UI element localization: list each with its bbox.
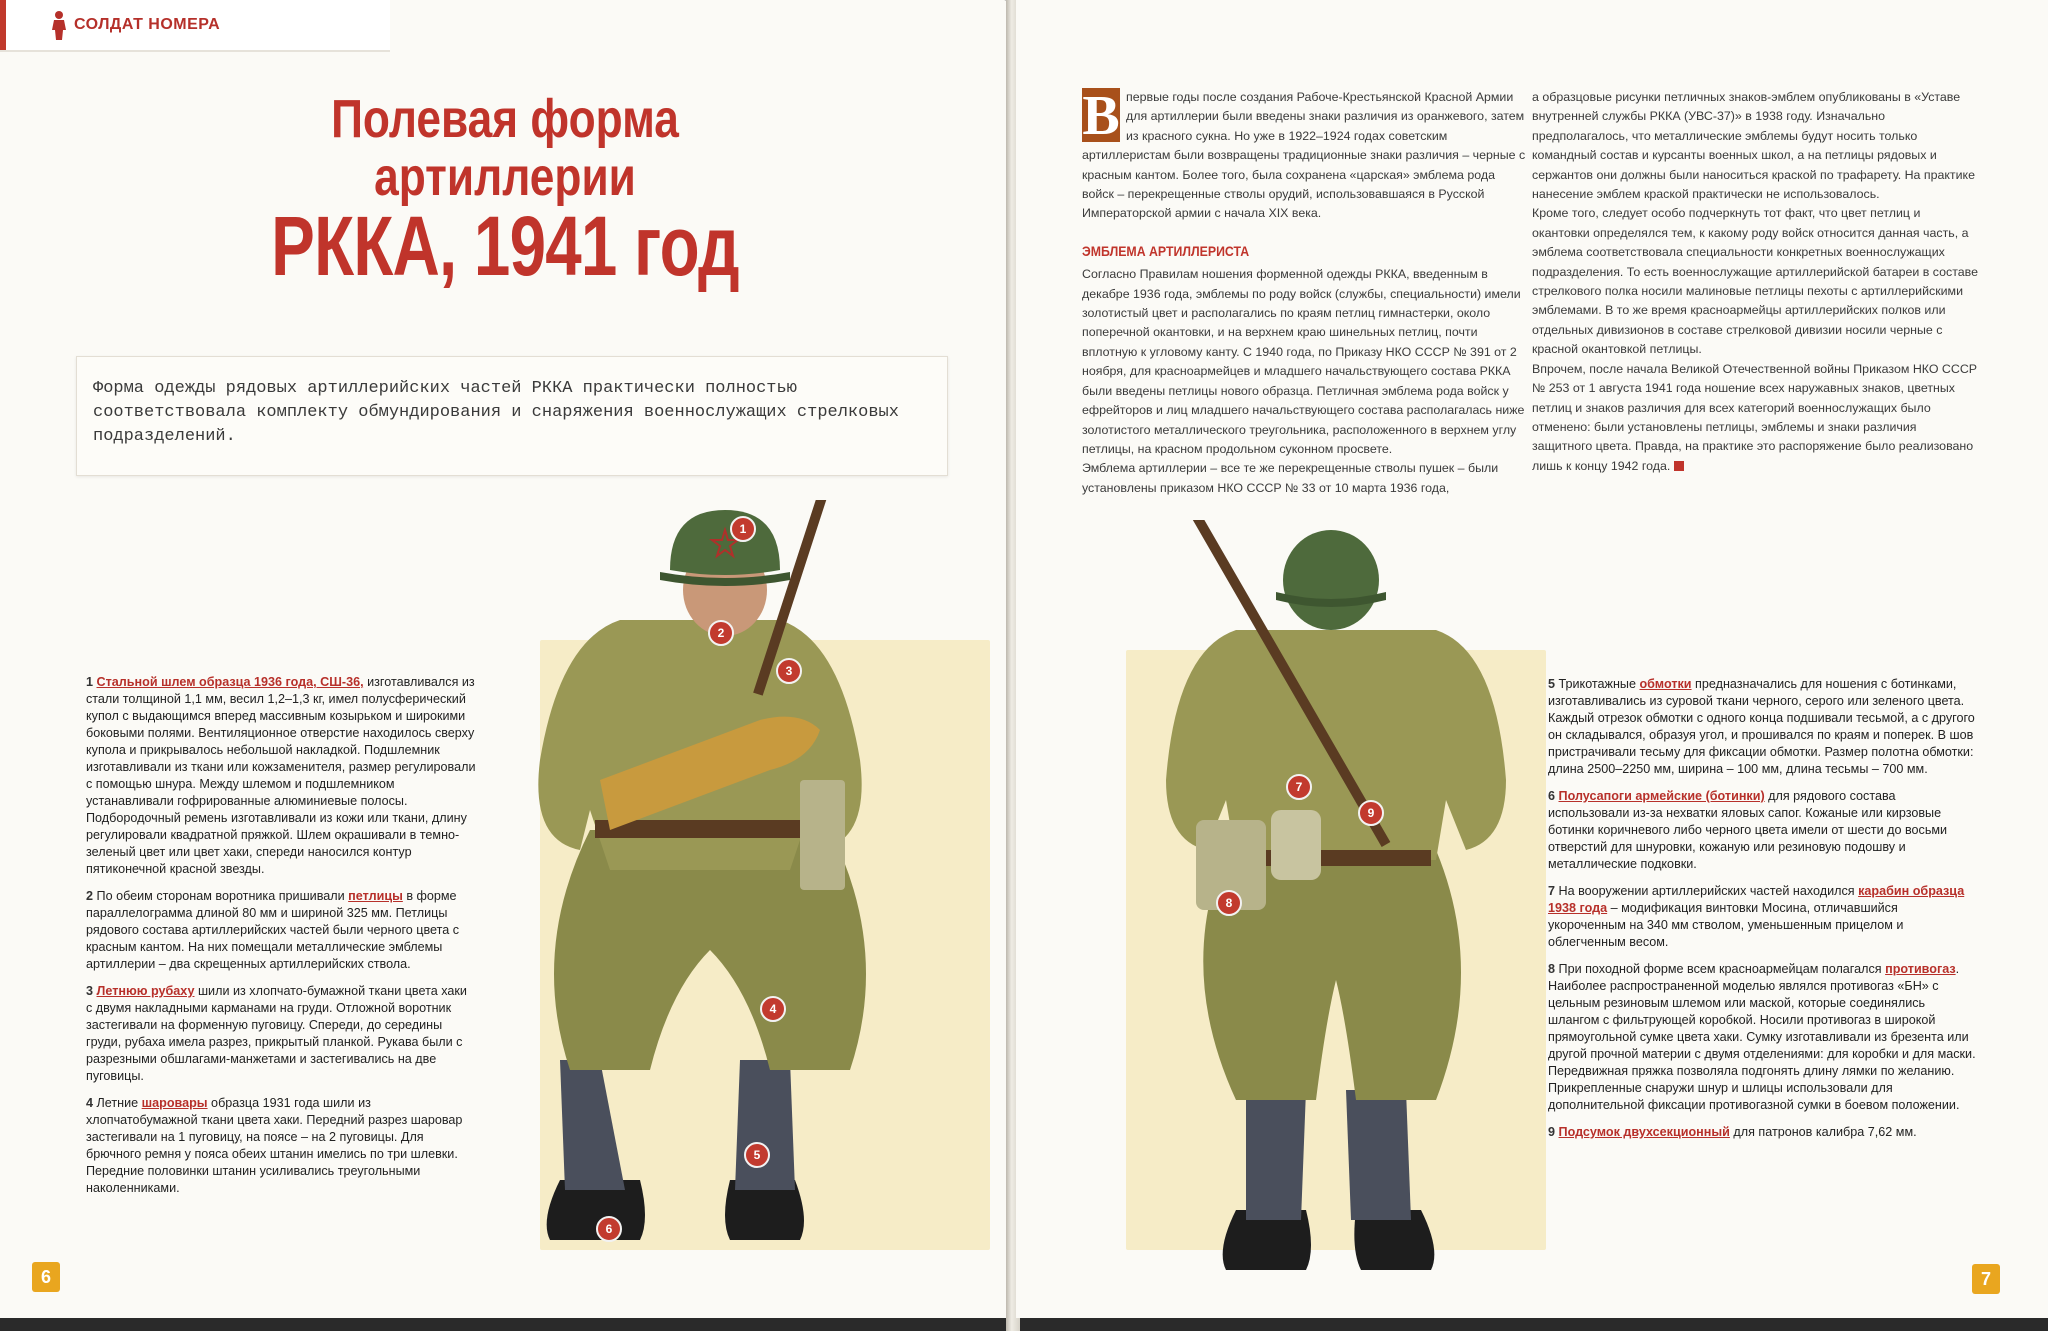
page-number-right: 7 (1972, 1264, 2000, 1294)
title-line-1: Полевая форма (331, 89, 679, 149)
left-captions (86, 674, 476, 1207)
article-column-2 (1532, 88, 1980, 476)
caption-3: 3 Летнюю рубаху шили из хлопчато-бумажной ткани цвета хаки с двумя накладными карманами на груди. Отложной воротник застегивали на форменную пуговицу. Спереди, до середины груди, рубаха имела разрез, прикрытый планкой. Рукава были с разрезными обшлагами-манжетами и застегивались на две пуговицы. (86, 984, 467, 1083)
right-page (1016, 0, 2048, 1318)
article-column-1 (1082, 85, 1526, 498)
drop-cap: В (1082, 85, 1120, 147)
article-p4: а образцовые рисунки петличных знаков-эмблем опубликованы в «Уставе внутренней службы РККА (УВС-37)» в 1938 году. Изначально предполагалось, что металлические эмблемы будут носить только командный состав и курсанты военных школ, а на петлицы рядовых и сержантов они должны были наноситься краской по трафарету. На практике нанесение эмблем краской практически не использовалось. (1532, 90, 1975, 202)
marker-2: 2 (708, 620, 734, 646)
rubric-bar (0, 0, 6, 50)
article-p6: Впрочем, после начала Великой Отечественной войны Приказом НКО СССР № 253 от 1 августа 1941 года ношение всех наружавных знаков, цветных петлиц и знаков различия для всех категорий военнослужащих было отменено: были установлены петлицы, эмблемы и знаки различия защитного цвета. Правда, на практике это распоряжение было реализовано лишь к концу 1942 года. (1532, 361, 1978, 473)
rubric-header (0, 0, 390, 52)
article-p5: Кроме того, следует особо подчеркнуть тот факт, что цвет петлиц и окантовки определялся тем, к какому роду войск относится данная часть, а эмблема соответствовала специальности конкретных военнослужащих подразделения. То есть военнослужащие артиллерийской батареи в составе стрелкового полка носили малиновые петлицы пехоты с артиллерийскими эмблемами. В то же время красноармейцы артиллерийских полков или отдельных дивизионов в составе стрелковой дивизии носили черные с красной окантовкой петлицы. (1532, 206, 1978, 357)
soldier-front-illustration (500, 500, 920, 1280)
marker-4: 4 (760, 996, 786, 1022)
marker-6: 6 (596, 1216, 622, 1242)
rubric-label: СОЛДАТ НОМЕРА (74, 16, 221, 33)
intro-text: Форма одежды рядовых артиллерийских частей РККА практически полностью соответствовала комплекту обмундирования и снаряжения военнослужащих стрелковых подразделений. (93, 379, 899, 446)
title-line-3: РККА, 1941 год (271, 199, 739, 293)
page-number-left: 6 (32, 1262, 60, 1292)
right-captions (1548, 676, 1978, 1151)
caption-6: 6 Полусапоги армейские (ботинки) для рядового состава использовали из-за нехватки яловых сапог. Кожаные или кирзовые ботинки коричневого либо черного цвета имели от шести до восьми отверстий для шнуровки, кожаную или резиновую подошву и металлические подковки. (1548, 789, 1948, 871)
article-subhead: ЭМБЛЕМА АРТИЛЛЕРИСТА (1082, 242, 1250, 259)
marker-5: 5 (744, 1142, 770, 1168)
marker-3: 3 (776, 658, 802, 684)
end-square-icon (1674, 461, 1684, 471)
caption-1: 1 Стальной шлем образца 1936 года, СШ-36, изготавливался из стали толщиной 1,1 мм, весил 1,2–1,3 кг, имел полусферический купол с выдающимся вперед массивным козырьком и широкими боковыми полями. Вентиляционное отверстие находилось сверху купола и прикрывалось небольшой накладкой. Подшлемник изготавливали из ткани или кожзаменителя, размер регулировали с помощью шнура. Между шлемом и подшлемником устанавливали гофрированные алюминиевые полосы. Подбородочный ремень изготавливали из кожи или ткани, длину регулировали квадратной пряжкой. Шлем окрашивали в темно-зеленый цвет или цвет хаки, спереди наносился контур пятиконечной красной звезды. (86, 675, 476, 876)
caption-9: 9 Подсумок двухсекционный для патронов калибра 7,62 мм. (1548, 1125, 1917, 1139)
article-p2: Согласно Правилам ношения форменной одежды РККА, введенным в декабре 1936 года, эмблемы по роду войск (службы, специальности) имели золотистый цвет и располагались по краям петлиц гимнастерки, около поперечной окантовки, и на верхнем краю шинельных петлиц, почти вплотную к угловому канту. С 1940 года, по Приказу НКО СССР № 391 от 2 ноября, для красноармейцев и младшего начальствующего состава РККА были введены петлицы нового образца. Петличная эмблема рода войск у ефрейторов и лиц младшего начальствующего состава располагалась ниже золотистого металлического треугольника, расположенного в верхнем углу петлицы, на красном продольном суконном просвете. (1082, 267, 1525, 456)
article-p3: Эмблема артиллерии – все те же перекрещенные стволы пушек – были установлены приказом НКО СССР № 33 от 10 марта 1936 года, (1082, 461, 1499, 495)
marker-9: 9 (1358, 800, 1384, 826)
marker-7: 7 (1286, 774, 1312, 800)
title-line-2: артиллерии (374, 147, 636, 207)
caption-5: 5 Трикотажные обмотки предназначались для ношения с ботинками, изготавливались из суровой ткани черного, серого или зеленого цвета. Каждый отрезок обмотки с одного конца подшивали тесьмой, а с другого он складывался, образуя угол, и прошивался по краям и поперек. В шов пристрачивали тесьму для фиксации обмотки. Размер полотна обмотки: длина 2500–2250 мм, ширина – 100 мм, длина тесьмы – 700 мм. (1548, 677, 1975, 776)
marker-1: 1 (730, 516, 756, 542)
article-p1: первые годы после создания Рабоче-Крестьянской Красной Армии для артиллерии были введены знаки различия из оранжевого, затем из красного сукна. Но уже в 1922–1924 годах советским артиллеристам были возвращены традиционные знаки различия – черные с красным кантом. Более того, была сохранена «царская» эмблема рода войск – перекрещенные стволы орудий, использовавшаяся в Русской Императорской армии с начала XIX века. (1082, 90, 1526, 221)
caption-2: 2 По обеим сторонам воротника пришивали петлицы в форме параллелограмма длиной 80 мм и шириной 325 мм. Петлицы рядового состава артиллерийских частей были черного цвета с красным кантом. На них помещали металлические эмблемы артиллерии – два скрещенных артиллерийских ствола. (86, 889, 460, 971)
marker-8: 8 (1216, 890, 1242, 916)
caption-7: 7 На вооружении артиллерийских частей находился карабин образца 1938 года – модификация винтовки Мосина, отличавшийся укороченным на 340 мм стволом, уменьшенным прицелом и облегченным весом. (1548, 884, 1965, 949)
left-page (0, 0, 1010, 1318)
soldier-silhouette-icon (50, 10, 68, 40)
intro-box (76, 356, 948, 476)
caption-8: 8 При походной форме всем красноармейцам полагался противогаз. Наиболее распространенной моделью являлся противогаз «БН» с цельным резиновым шлемом или маской, которые соединялись шлангом с фильтрующей коробкой. Носили противогаз в широкой прямоугольной сумке цвета хаки. Сумку изготавливали из брезента или другой прочной материи с двумя отделениями: для коробки и для маски. Передвижная пряжка позволяла подгонять длину лямки по желанию. Прикрепленные снаружи шнур и шлицы использовали для дополнительной фиксации противогазной сумки в боевом положении. (1548, 962, 1976, 1112)
caption-4: 4 Летние шаровары образца 1931 года шили из хлопчатобумажной ткани цвета хаки. Передний разрез шаровар застегивали на 1 пуговицу, на поясе – на 2 пуговицы. Для брючного ремня у пояса обеих штанин имелись по три шлевки. Передние половинки штанин усиливались треугольными наколенниками. (86, 1096, 463, 1195)
soldier-back-illustration (1136, 520, 1516, 1290)
